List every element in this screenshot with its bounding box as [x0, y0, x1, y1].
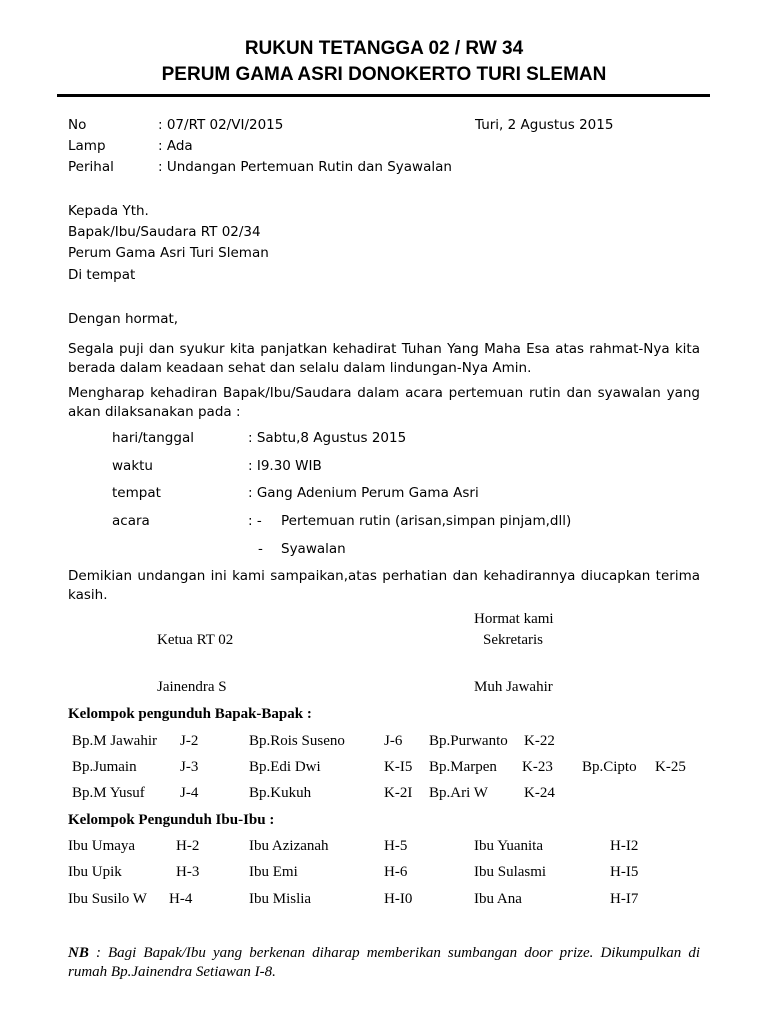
ibu-name: Ibu Upik [68, 864, 122, 880]
hormat-kami: Hormat kami [474, 611, 554, 627]
ibu-name: Ibu Umaya [68, 838, 136, 854]
nb-label: NB [68, 945, 89, 961]
ibu-code: H-I2 [610, 838, 639, 854]
header-divider [57, 94, 710, 97]
bapak-name: Bp.Jumain [72, 759, 137, 775]
event-place-label: tempat [112, 485, 161, 501]
bapak-name: Bp.Cipto [582, 759, 637, 775]
event-place-value: : Gang Adenium Perum Gama Asri [248, 485, 479, 501]
bapak-name: Bp.Purwanto [429, 733, 508, 749]
ibu-name: Ibu Azizanah [249, 838, 329, 854]
right-signer-title: Sekretaris [483, 632, 543, 648]
ibu-code: H-2 [176, 838, 200, 854]
bapak-code: K-24 [524, 785, 555, 801]
ibu-code: H-4 [169, 891, 193, 907]
left-signer-title: Ketua RT 02 [157, 632, 234, 648]
ibu-code: H-I7 [610, 891, 639, 907]
recipient-line-3: Perum Gama Asri Turi Sleman [68, 245, 269, 261]
nb-note [68, 944, 700, 982]
right-signer-name: Muh Jawahir [474, 679, 553, 695]
paragraph-2: Mengharap kehadiran Bapak/Ibu/Saudara dalam acara pertemuan rutin dan syawalan yang akan dilaksanakan pada : [68, 385, 700, 420]
perihal-value: : Undangan Pertemuan Rutin dan Syawalan [158, 159, 452, 175]
ibu-name: Ibu Sulasmi [474, 864, 547, 880]
ibu-name: Ibu Ana [474, 891, 522, 907]
bapak-code: J-3 [180, 759, 199, 775]
paragraph-1: Segala puji dan syukur kita panjatkan kehadirat Tuhan Yang Maha Esa atas rahmat-Nya kita berada dalam keadaan sehat dan selalu dalam lindungan-Nya Amin. [68, 341, 700, 376]
left-signer-name: Jainendra S [157, 679, 227, 695]
no-label: No [68, 117, 87, 133]
event-agenda-dash-2: - [258, 541, 263, 557]
bapak-code: J-6 [384, 733, 403, 749]
event-agenda-colon: : - [248, 513, 262, 529]
bapak-name: Bp.M Jawahir [72, 733, 157, 749]
nb-text: : Bagi Bapak/Ibu yang berkenan diharap memberikan sumbangan door prize. Dikumpulkan di rumah Bp.Jainendra Setiawan I-8. [68, 945, 701, 980]
bapak-code: K-22 [524, 733, 555, 749]
ibu-code: H-I0 [384, 891, 413, 907]
bapak-name: Bp.Edi Dwi [249, 759, 321, 775]
ibu-code: H-3 [176, 864, 200, 880]
recipient-line-2: Bapak/Ibu/Saudara RT 02/34 [68, 224, 261, 240]
header-line-2: PERUM GAMA ASRI DONOKERTO TURI SLEMAN [161, 64, 607, 85]
ibu-code: H-6 [384, 864, 408, 880]
bapak-name: Bp.Kukuh [249, 785, 312, 801]
header-line-1: RUKUN TETANGGA 02 / RW 34 [244, 38, 524, 59]
event-agenda-item-2: Syawalan [281, 541, 346, 557]
bapak-name: Bp.Marpen [429, 759, 497, 775]
greeting: Dengan hormat, [68, 311, 179, 327]
bapak-code: J-4 [180, 785, 199, 801]
lamp-label: Lamp [68, 138, 106, 154]
ibu-name: Ibu Mislia [249, 891, 312, 907]
event-agenda-item-1: Pertemuan rutin (arisan,simpan pinjam,dll) [281, 513, 572, 529]
bapak-name: Bp.Rois Suseno [249, 733, 345, 749]
recipient-line-4: Di tempat [68, 267, 136, 283]
ibu-name: Ibu Susilo W [68, 891, 147, 907]
event-time-value: : I9.30 WIB [248, 458, 322, 474]
perihal-label: Perihal [68, 159, 114, 175]
ibu-name: Ibu Yuanita [474, 838, 544, 854]
ibu-group-heading: Kelompok Pengunduh Ibu-Ibu : [68, 812, 275, 828]
bapak-group-heading: Kelompok pengunduh Bapak-Bapak : [68, 706, 312, 722]
bapak-name: Bp.M Yusuf [72, 785, 145, 801]
bapak-code: K-25 [655, 759, 686, 775]
closing-paragraph: Demikian undangan ini kami sampaikan,atas perhatian dan kehadirannya diucapkan terima kasih. [68, 568, 700, 603]
bapak-name: Bp.Ari W [429, 785, 488, 801]
ibu-code: H-I5 [610, 864, 639, 880]
event-time-label: waktu [112, 458, 153, 474]
place-date: Turi, 2 Agustus 2015 [475, 117, 614, 133]
bapak-code: J-2 [180, 733, 199, 749]
bapak-code: K-2I [384, 785, 413, 801]
event-date-value: : Sabtu,8 Agustus 2015 [248, 430, 407, 446]
lamp-value: : Ada [158, 138, 193, 154]
bapak-code: K-23 [522, 759, 553, 775]
recipient-line-1: Kepada Yth. [68, 203, 149, 219]
bapak-code: K-I5 [384, 759, 413, 775]
event-date-label: hari/tanggal [112, 430, 194, 446]
ibu-code: H-5 [384, 838, 408, 854]
no-value: : 07/RT 02/VI/2015 [158, 117, 284, 133]
ibu-name: Ibu Emi [249, 864, 298, 880]
event-agenda-label: acara [112, 513, 150, 529]
